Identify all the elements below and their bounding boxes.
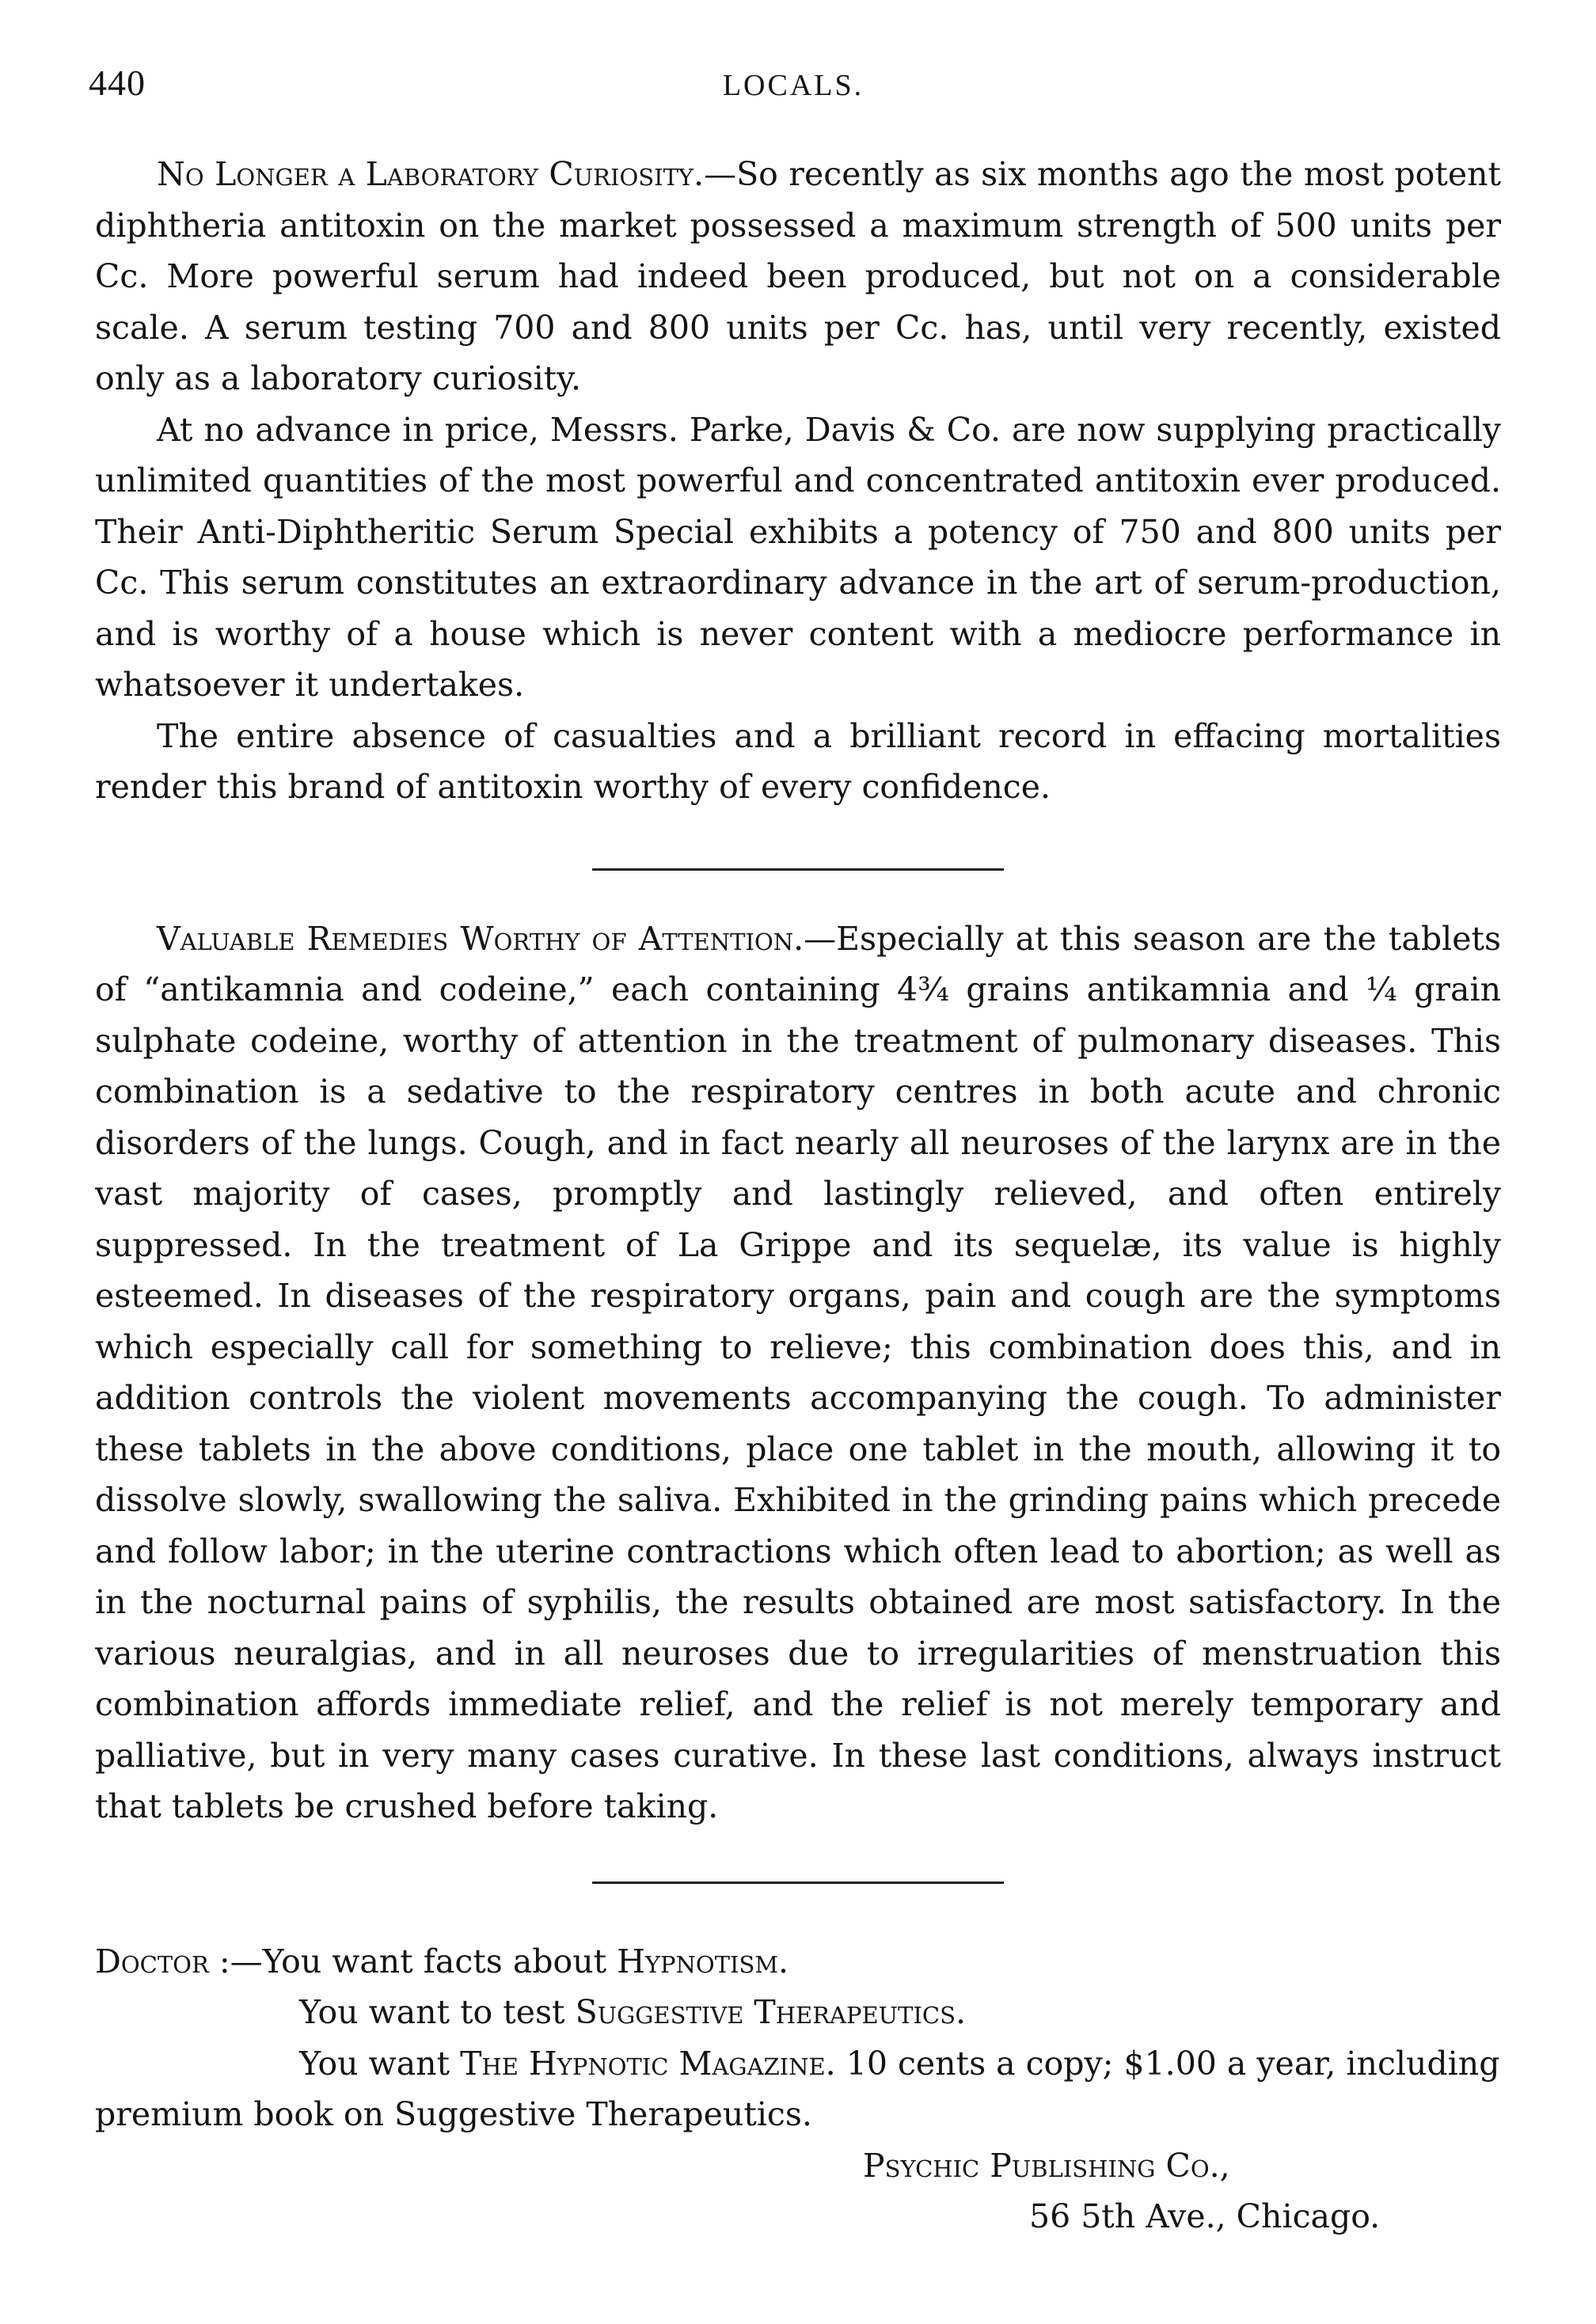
advert-line-2 <box>95 1987 1501 2038</box>
article1-heading: No Longer a Laboratory Curiosity. <box>157 155 705 193</box>
section-divider <box>592 1882 1004 1884</box>
advert-line-1 <box>95 1936 1501 1988</box>
advert-hypnotism: Hypnotism. <box>617 1942 789 1980</box>
page-content <box>95 149 1501 2242</box>
advert-magazine-title: The Hypnotic Magazine. <box>460 2044 836 2083</box>
section-divider <box>592 868 1004 871</box>
article1-paragraph-2: At no advance in price, Messrs. Parke, Davis & Co. are now supplying practically unlimited quantities of the most powerful and concentrated antitoxin ever produced. Their Anti-Diphtheritic Serum Special exhibits a potency of 750 and 800 units per Cc. This serum constitutes an extraordinary advance in the art of serum-production, and is worthy of a house which is never content with a mediocre performance in whatsoever it undertakes. <box>95 410 1501 704</box>
running-title: LOCALS. <box>722 69 864 102</box>
article2-heading: Valuable Remedies Worthy of Attention. <box>157 919 804 958</box>
article2-body: —Especially at this season are the tablets of “antikamnia and codeine,” each containing 4¾ grains antikamnia and ¼ grain sulphate codeine, worthy of attention in the treatment of pulmonary diseases. This combination is a sedative to the respiratory centres in both acute and chronic disorders of the lungs. Cough, and in fact nearly all neuroses of the larynx are in the vast majority of cases, promptly and lastingly relieved, and often entirely suppressed. In the treatment of La Grippe and its sequelæ, its value is highly esteemed. In diseases of the respiratory organs, pain and cough are the symptoms which especially call for something to relieve; this combination does this, and in addition controls the violent movements accompanying the cough. To administer these tablets in the above conditions, place one tablet in the mouth, allowing it to dissolve slowly, swallowing the saliva. Exhibited in the grinding pains which precede and follow labor; in the uterine contractions which often lead to abortion; as well as in the nocturnal pains of syphilis, the results obtained are most satisfactory. In the various neuralgias, and in all neuroses due to irregularities of menstruation this combination affords immediate relief, and the relief is not merely temporary and palliative, but in very many cases curative. In these last conditions, always instruct that tablets be crushed before taking. <box>95 919 1501 1825</box>
advert-publisher: Psychic Publishing Co., <box>863 2146 1230 2185</box>
advert-doctor-label: Doctor <box>95 1942 209 1980</box>
advert-line-3-text: You want <box>299 2044 461 2083</box>
advert-line-3 <box>95 2038 1501 2140</box>
advert-suggestive-therapeutics: Suggestive Therapeutics. <box>575 1993 966 2031</box>
hypnotic-magazine-advertisement <box>95 1936 1501 2242</box>
advert-line-1-text: :—You want facts about <box>208 1942 618 1980</box>
page-number: 440 <box>89 63 146 103</box>
advert-price: 10 cents a copy; $1.00 a year, including premium book on Suggestive Therapeutics. <box>95 2044 1500 2133</box>
advert-address: 56 5th Ave., Chicago. <box>1029 2197 1381 2235</box>
advert-line-2-text: You want to test <box>299 1993 576 2031</box>
article1-paragraph-1 <box>95 149 1501 404</box>
article-laboratory-curiosity <box>95 149 1501 813</box>
article1-paragraph-3: The entire absence of casualties and a brilliant record in effacing mortalities render this brand of antitoxin worthy of every confidence. <box>95 716 1501 806</box>
article1-paragraph-1-text: —So recently as six months ago the most potent diphtheria antitoxin on the market possessed a maximum strength of 500 units per Cc. More powerful serum had indeed been produced, but not on a considerable scale. A serum testing 700 and 800 units per Cc. has, until very recently, existed only as a laboratory curiosity. <box>95 155 1501 397</box>
page-header <box>89 62 1498 109</box>
article2-paragraph <box>95 913 1501 1832</box>
article-valuable-remedies <box>95 913 1501 1832</box>
